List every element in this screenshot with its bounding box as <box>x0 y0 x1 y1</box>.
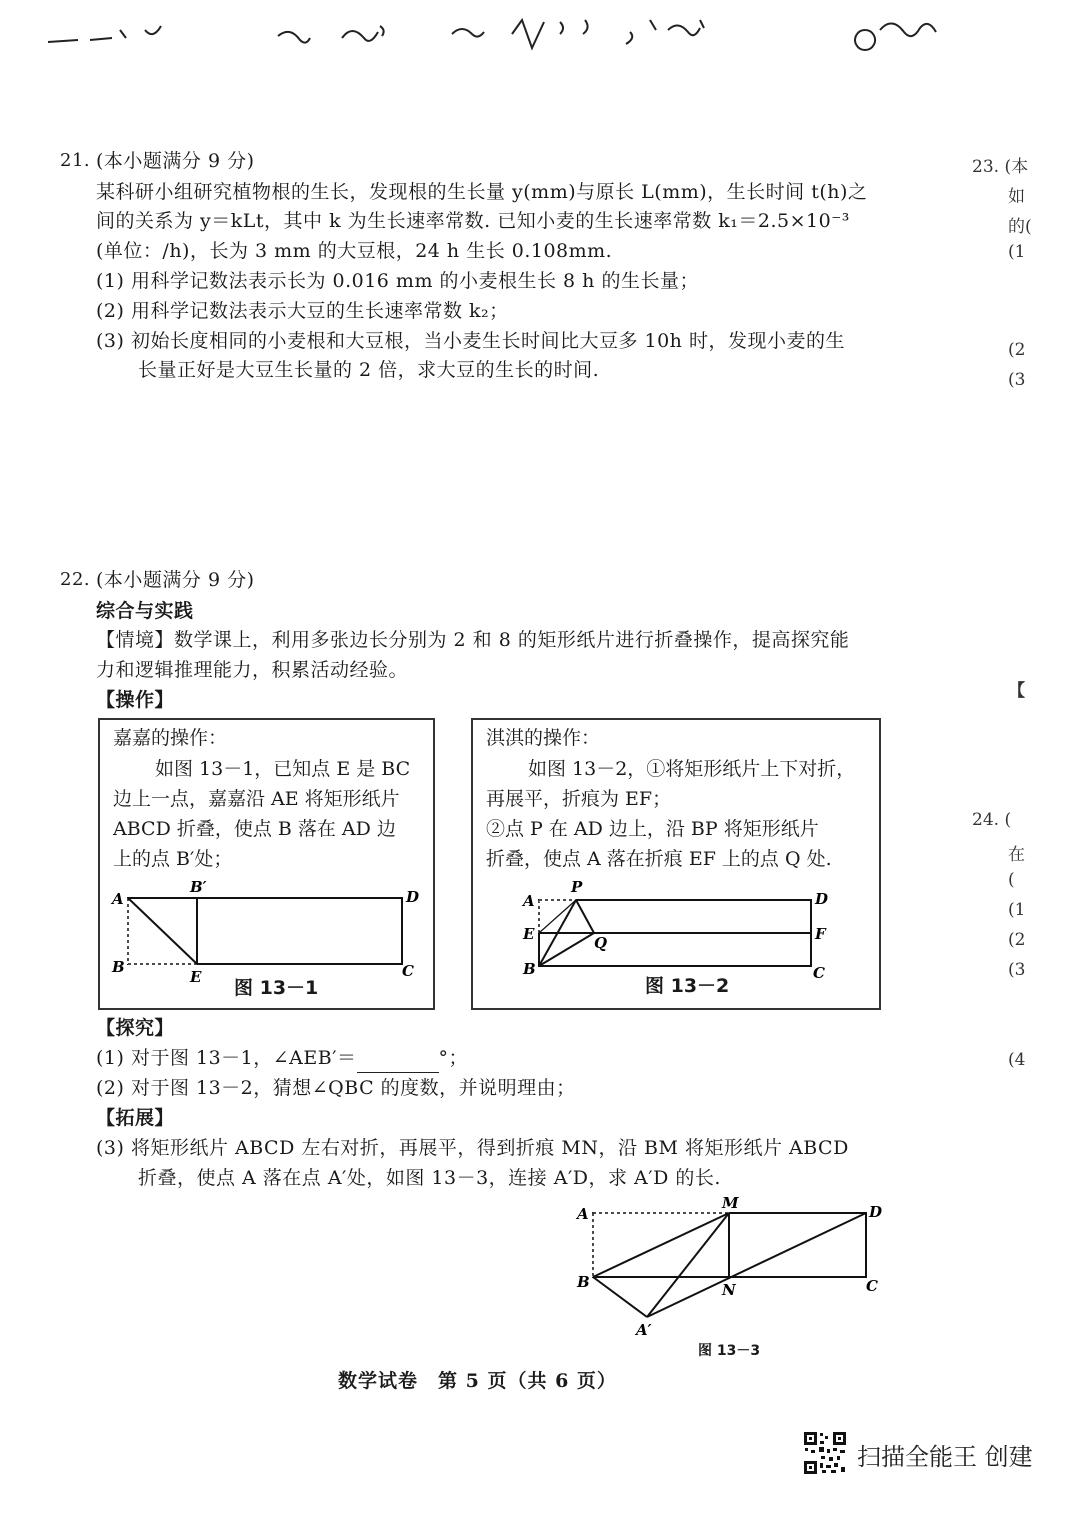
f2-label-E: E <box>523 925 535 943</box>
f3-label-B: B <box>577 1273 590 1291</box>
q24-cut-2: ( <box>1008 870 1015 890</box>
qr-code-icon <box>802 1430 848 1476</box>
q24-cut-6: (4 <box>1008 1050 1026 1070</box>
f3-label-D: D <box>869 1203 883 1221</box>
box1-line-3: ABCD 折叠，使点 B 落在 AD 边 <box>113 818 396 840</box>
box1-caption: 图 13－1 <box>234 977 319 999</box>
q22-explore-label: 【探究】 <box>96 1017 175 1039</box>
page-footer: 数学试卷 第 5 页（共 6 页） <box>338 1370 617 1392</box>
operation-box-jiajia <box>98 718 435 1010</box>
box1-line-1: 如图 13－1，已知点 E 是 BC <box>155 758 411 780</box>
operation-box-qiqi <box>471 718 881 1010</box>
q24-cut-4: (2 <box>1008 930 1026 950</box>
q22-extend-1: (3) 将矩形纸片 ABCD 左右对折，再展平，得到折痕 MN，沿 BM 将矩形纸片 ABCD <box>96 1137 849 1159</box>
f2-label-F: F <box>815 925 826 943</box>
figure-13-3-caption: 图 13－3 <box>698 1343 761 1359</box>
f2-label-P: P <box>571 878 583 896</box>
q22-explore-2: (2) 对于图 13－2，猜想∠QBC 的度数，并说明理由； <box>96 1077 576 1099</box>
q24-cut-5: (3 <box>1008 960 1026 980</box>
side-mark: 【 <box>1008 681 1025 701</box>
f2-label-B: B <box>523 960 536 978</box>
q21-number: 21. <box>60 150 91 171</box>
box1-line-4: 上的点 B′处； <box>113 848 233 870</box>
f1-label-B: B <box>112 958 125 976</box>
q22-context-line-2: 力和逻辑推理能力，积累活动经验。 <box>96 659 409 681</box>
f3-label-Aprime: A′ <box>636 1321 652 1339</box>
box2-line-3: ②点 P 在 AD 边上，沿 BP 将矩形纸片 <box>486 818 819 840</box>
top-scribbles <box>0 0 1080 60</box>
q22-header: (本小题满分 9 分) <box>96 569 255 591</box>
f3-label-M: M <box>722 1195 739 1212</box>
box1-line-2: 边上一点，嘉嘉沿 AE 将矩形纸片 <box>113 788 400 810</box>
q23-cut-3: (1 <box>1008 242 1026 262</box>
f2-label-Q: Q <box>594 934 608 952</box>
q24-cut-1: 在 <box>1008 845 1025 865</box>
f1-label-Bprime: B′ <box>190 878 207 896</box>
box2-title: 淇淇的操作： <box>486 727 601 749</box>
f3-label-A: A <box>577 1205 589 1223</box>
q21-intro-line-2: 间的关系为 y＝kLt，其中 k 为生长速率常数. 已知小麦的生长速率常数 k₁＝2.5×10⁻³ <box>96 210 850 232</box>
q23-cut-5: (3 <box>1008 370 1026 390</box>
q21-intro-line-3: (单位：/h)，长为 3 mm 的大豆根，24 h 生长 0.108mm. <box>96 240 613 262</box>
box2-line-2: 再展平，折痕为 EF； <box>486 788 672 810</box>
f1-label-A: A <box>112 890 124 908</box>
q23-cut-1: 如 <box>1008 187 1025 207</box>
f2-label-D: D <box>815 890 829 908</box>
f3-label-C: C <box>866 1277 878 1295</box>
q22-operation-label: 【操作】 <box>96 689 175 711</box>
q22-context-line-1: 【情境】数学课上，利用多张边长分别为 2 和 8 的矩形纸片进行折叠操作，提高探究能 <box>96 629 850 651</box>
f1-label-D: D <box>406 888 420 906</box>
q24-cut-3: (1 <box>1008 900 1026 920</box>
box2-line-4: 折叠，使点 A 落在折痕 EF 上的点 Q 处. <box>486 848 832 870</box>
q22-number: 22. <box>60 569 91 590</box>
q21-part-3: (3) 初始长度相同的小麦根和大豆根，当小麦生长时间比大豆多 10h 时，发现小麦的生 <box>96 330 845 352</box>
q21-intro-line-1: 某科研小组研究植物根的生长，发现根的生长量 y(mm)与原长 L(mm)，生长时间 t(h)之 <box>96 181 868 203</box>
q22-subtitle: 综合与实践 <box>96 600 194 622</box>
answer-blank[interactable] <box>357 1054 439 1073</box>
figure-13-3 <box>570 1195 890 1345</box>
q21-part-3-cont: 长量正好是大豆生长量的 2 倍，求大豆的生长的时间. <box>138 359 600 381</box>
q21-header: (本小题满分 9 分) <box>96 150 255 172</box>
q23-cut-0: 23. (本 <box>972 157 1029 177</box>
box2-caption: 图 13－2 <box>645 975 730 997</box>
q22-extend-label: 【拓展】 <box>96 1107 175 1129</box>
box2-line-1: 如图 13－2，①将矩形纸片上下对折， <box>528 758 856 780</box>
q22-extend-2: 折叠，使点 A 落在点 A′处，如图 13－3，连接 A′D，求 A′D 的长. <box>138 1167 721 1189</box>
q23-cut-4: (2 <box>1008 340 1026 360</box>
scanner-watermark: 扫描全能王 创建 <box>857 1443 1033 1471</box>
q21-part-2: (2) 用科学记数法表示大豆的生长速率常数 k₂； <box>96 300 509 322</box>
q23-cut-2: 的( <box>1008 217 1032 237</box>
figure-13-2 <box>473 878 879 988</box>
f2-label-A: A <box>523 892 535 910</box>
f2-label-C: C <box>813 964 825 982</box>
f1-label-E: E <box>190 968 202 986</box>
f1-label-C: C <box>402 962 414 980</box>
q21-part-1: (1) 用科学记数法表示长为 0.016 mm 的小麦根生长 8 h 的生长量； <box>96 270 699 292</box>
f3-label-N: N <box>722 1281 736 1299</box>
q24-cut-0: 24. ( <box>972 810 1012 830</box>
box1-title: 嘉嘉的操作： <box>113 727 228 749</box>
q22-explore-1: (1) 对于图 13－1，∠AEB′＝ °； <box>96 1043 468 1073</box>
